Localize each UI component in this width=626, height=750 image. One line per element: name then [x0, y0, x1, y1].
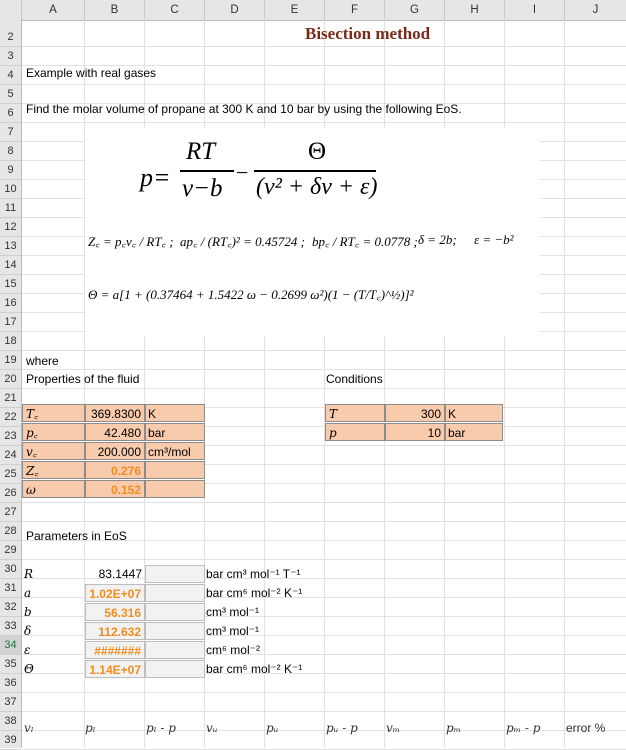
row-header-25[interactable]: 25 [0, 465, 21, 484]
gridline [564, 20, 565, 748]
gridline [22, 84, 626, 85]
column-header-h[interactable]: H [445, 0, 505, 20]
task-description[interactable]: Find the molar volume of propane at 300 K and 10 bar by using the following EoS. [26, 102, 462, 116]
iteration-header[interactable]: pᵤ - p [326, 721, 358, 735]
eq-theta: Θ = a[1 + (0.37464 + 1.5422 ω − 0.2699 ω²)(1 − (T/T꜀)^½)]² [88, 287, 414, 302]
row-header-11[interactable]: 11 [0, 199, 21, 218]
row-header-15[interactable]: 15 [0, 275, 21, 294]
properties-heading[interactable]: Properties of the fluid [26, 372, 140, 386]
parameter-symbol[interactable]: a [24, 586, 32, 600]
sheet-title: Bisection method [305, 24, 431, 43]
condition-value[interactable]: 10 [385, 423, 445, 441]
property-symbol[interactable]: v꜀ [22, 442, 85, 460]
property-unit[interactable]: bar [145, 423, 205, 441]
iteration-header[interactable]: pₗ - p [146, 721, 176, 735]
eq-delta: δ = 2b; [418, 232, 457, 247]
column-header-f[interactable]: F [325, 0, 385, 20]
row-header-3[interactable]: 3 [0, 47, 21, 66]
eq-bp: bp꜀ / RT꜀ = 0.0778 ; [312, 234, 418, 249]
parameter-empty[interactable] [145, 641, 205, 659]
row-header-26[interactable]: 26 [0, 484, 21, 503]
column-header-i[interactable]: I [505, 0, 565, 20]
eq-ap: ap꜀ / (RT꜀)² = 0.45724 ; [180, 234, 305, 249]
row-header-22[interactable]: 22 [0, 408, 21, 427]
eq-zc: Z꜀ = p꜀v꜀ / RT꜀ ; [88, 234, 174, 249]
property-value[interactable]: 200.000 [85, 442, 145, 460]
parameter-symbol[interactable]: ε [24, 643, 31, 657]
property-symbol[interactable]: T꜀ [22, 404, 85, 422]
row-header-4[interactable]: 4 [0, 66, 21, 85]
condition-symbol[interactable]: T [325, 404, 385, 422]
gridline [22, 122, 626, 123]
eq-minus: − [236, 160, 249, 185]
eq-main-den2: (v² + δv + ε) [256, 174, 378, 200]
property-unit[interactable] [145, 480, 205, 498]
row-header-36[interactable]: 36 [0, 674, 21, 693]
column-header-g[interactable]: G [385, 0, 445, 20]
gridline [22, 692, 626, 693]
parameter-symbol[interactable]: Θ [24, 662, 34, 676]
row-header-8[interactable]: 8 [0, 142, 21, 161]
row-header-14[interactable]: 14 [0, 256, 21, 275]
row-header-20[interactable]: 20 [0, 370, 21, 389]
parameter-value[interactable]: 1.14E+07 [85, 660, 145, 678]
row-header-28[interactable]: 28 [0, 522, 21, 541]
example-label[interactable]: Example with real gases [26, 66, 157, 80]
gridline [22, 559, 626, 560]
row-header-31[interactable]: 31 [0, 579, 21, 598]
gridline [22, 46, 626, 47]
column-header-bar [0, 0, 626, 21]
row-header-10[interactable]: 10 [0, 180, 21, 199]
column-header-e[interactable]: E [265, 0, 325, 20]
condition-unit[interactable]: K [445, 404, 503, 422]
property-symbol[interactable]: Z꜀ [22, 461, 85, 479]
iteration-header[interactable]: vᵤ [206, 721, 218, 735]
property-value[interactable]: 42.480 [85, 423, 145, 441]
eq-main-den1: v−b [182, 175, 223, 202]
row-header-13[interactable]: 13 [0, 237, 21, 256]
parameter-unit[interactable]: cm³ mol⁻¹ [206, 624, 259, 638]
fraction-bar [180, 170, 234, 172]
row-header-35[interactable]: 35 [0, 655, 21, 674]
gridline [22, 350, 626, 351]
column-header-d[interactable]: D [205, 0, 265, 20]
property-unit[interactable]: K [145, 404, 205, 422]
parameter-unit[interactable]: bar cm³ mol⁻¹ T⁻¹ [206, 567, 301, 581]
parameter-symbol[interactable]: b [24, 605, 32, 619]
row-header-37[interactable]: 37 [0, 693, 21, 712]
gridline [22, 711, 626, 712]
parameter-value[interactable]: 112.632 [85, 622, 145, 640]
parameter-value[interactable]: ####### [85, 641, 145, 659]
row-header-9[interactable]: 9 [0, 161, 21, 180]
property-value[interactable]: 0.152 [85, 480, 145, 498]
column-header-a[interactable]: A [22, 0, 85, 20]
parameter-value[interactable]: 1.02E+07 [85, 584, 145, 602]
parameter-empty[interactable] [145, 603, 205, 621]
parameter-value[interactable]: 56.316 [85, 603, 145, 621]
fraction-bar [254, 170, 376, 172]
row-header-24[interactable]: 24 [0, 446, 21, 465]
iteration-header[interactable]: pₗ [85, 721, 96, 735]
column-header-b[interactable]: B [85, 0, 145, 20]
row-header-29[interactable]: 29 [0, 541, 21, 560]
row-header-18[interactable]: 18 [0, 332, 21, 351]
gridline [22, 388, 626, 389]
property-unit[interactable] [145, 461, 205, 479]
row-header-23[interactable]: 23 [0, 427, 21, 446]
property-symbol[interactable]: p꜀ [22, 423, 85, 441]
eq-main-num2: Θ [308, 138, 327, 165]
property-value[interactable]: 369.8300 [85, 404, 145, 422]
iteration-header[interactable]: pᵤ [266, 721, 279, 735]
row-header-5[interactable]: 5 [0, 85, 21, 104]
parameter-unit[interactable]: bar cm⁶ mol⁻² K⁻¹ [206, 586, 303, 600]
row-header-16[interactable]: 16 [0, 294, 21, 313]
parameter-unit[interactable]: cm⁶ mol⁻² [206, 643, 260, 657]
parameter-symbol[interactable]: R [24, 567, 34, 581]
eq-main-lhs: p= [140, 163, 171, 192]
condition-unit[interactable]: bar [445, 423, 503, 441]
parameter-unit[interactable]: bar cm⁶ mol⁻² K⁻¹ [206, 662, 303, 676]
property-symbol[interactable]: ω [22, 480, 85, 498]
row-header-17[interactable]: 17 [0, 313, 21, 332]
iteration-header[interactable]: error % [566, 721, 606, 735]
row-header-7[interactable]: 7 [0, 123, 21, 142]
parameter-empty[interactable] [145, 660, 205, 678]
condition-value[interactable]: 300 [385, 404, 445, 422]
eq-main-num1: RT [186, 138, 216, 165]
parameter-empty[interactable] [145, 622, 205, 640]
iteration-header[interactable]: vₘ [386, 721, 401, 735]
row-header-32[interactable]: 32 [0, 598, 21, 617]
iteration-header[interactable]: pₘ - p [506, 721, 541, 735]
row-header-27[interactable]: 27 [0, 503, 21, 522]
where-label[interactable]: where [26, 354, 59, 368]
parameter-empty[interactable] [145, 584, 205, 602]
gridline [22, 521, 626, 522]
row-header-19[interactable]: 19 [0, 351, 21, 370]
condition-symbol[interactable]: p [325, 423, 385, 441]
select-all-corner[interactable] [0, 0, 22, 20]
iteration-header[interactable]: pₘ [446, 721, 462, 735]
column-header-c[interactable]: C [145, 0, 205, 20]
row-header-38[interactable]: 38 [0, 712, 21, 731]
row-header-21[interactable]: 21 [0, 389, 21, 408]
parameter-value[interactable]: 83.1447 [98, 567, 142, 581]
iteration-header[interactable]: vₗ [24, 721, 34, 735]
parameter-empty[interactable] [145, 565, 205, 583]
row-header-12[interactable]: 12 [0, 218, 21, 237]
row-header-bar [0, 20, 22, 748]
parameters-heading[interactable]: Parameters in EoS [26, 529, 127, 543]
row-header-34[interactable]: 34 [0, 636, 21, 655]
row-header-30[interactable]: 30 [0, 560, 21, 579]
property-unit[interactable]: cm³/mol [145, 442, 205, 460]
row-header-2[interactable]: 2 [0, 28, 21, 47]
parameter-unit[interactable]: cm³ mol⁻¹ [206, 605, 259, 619]
column-header-j[interactable]: J [592, 4, 599, 16]
row-header-6[interactable]: 6 [0, 104, 21, 123]
property-value[interactable]: 0.276 [85, 461, 145, 479]
conditions-heading[interactable]: Conditions [326, 372, 383, 386]
eq-eps: ε = −b² [474, 232, 514, 247]
row-header-39[interactable]: 39 [0, 731, 21, 750]
row-header-33[interactable]: 33 [0, 617, 21, 636]
parameter-symbol[interactable]: δ [24, 624, 32, 638]
gridline [22, 502, 626, 503]
